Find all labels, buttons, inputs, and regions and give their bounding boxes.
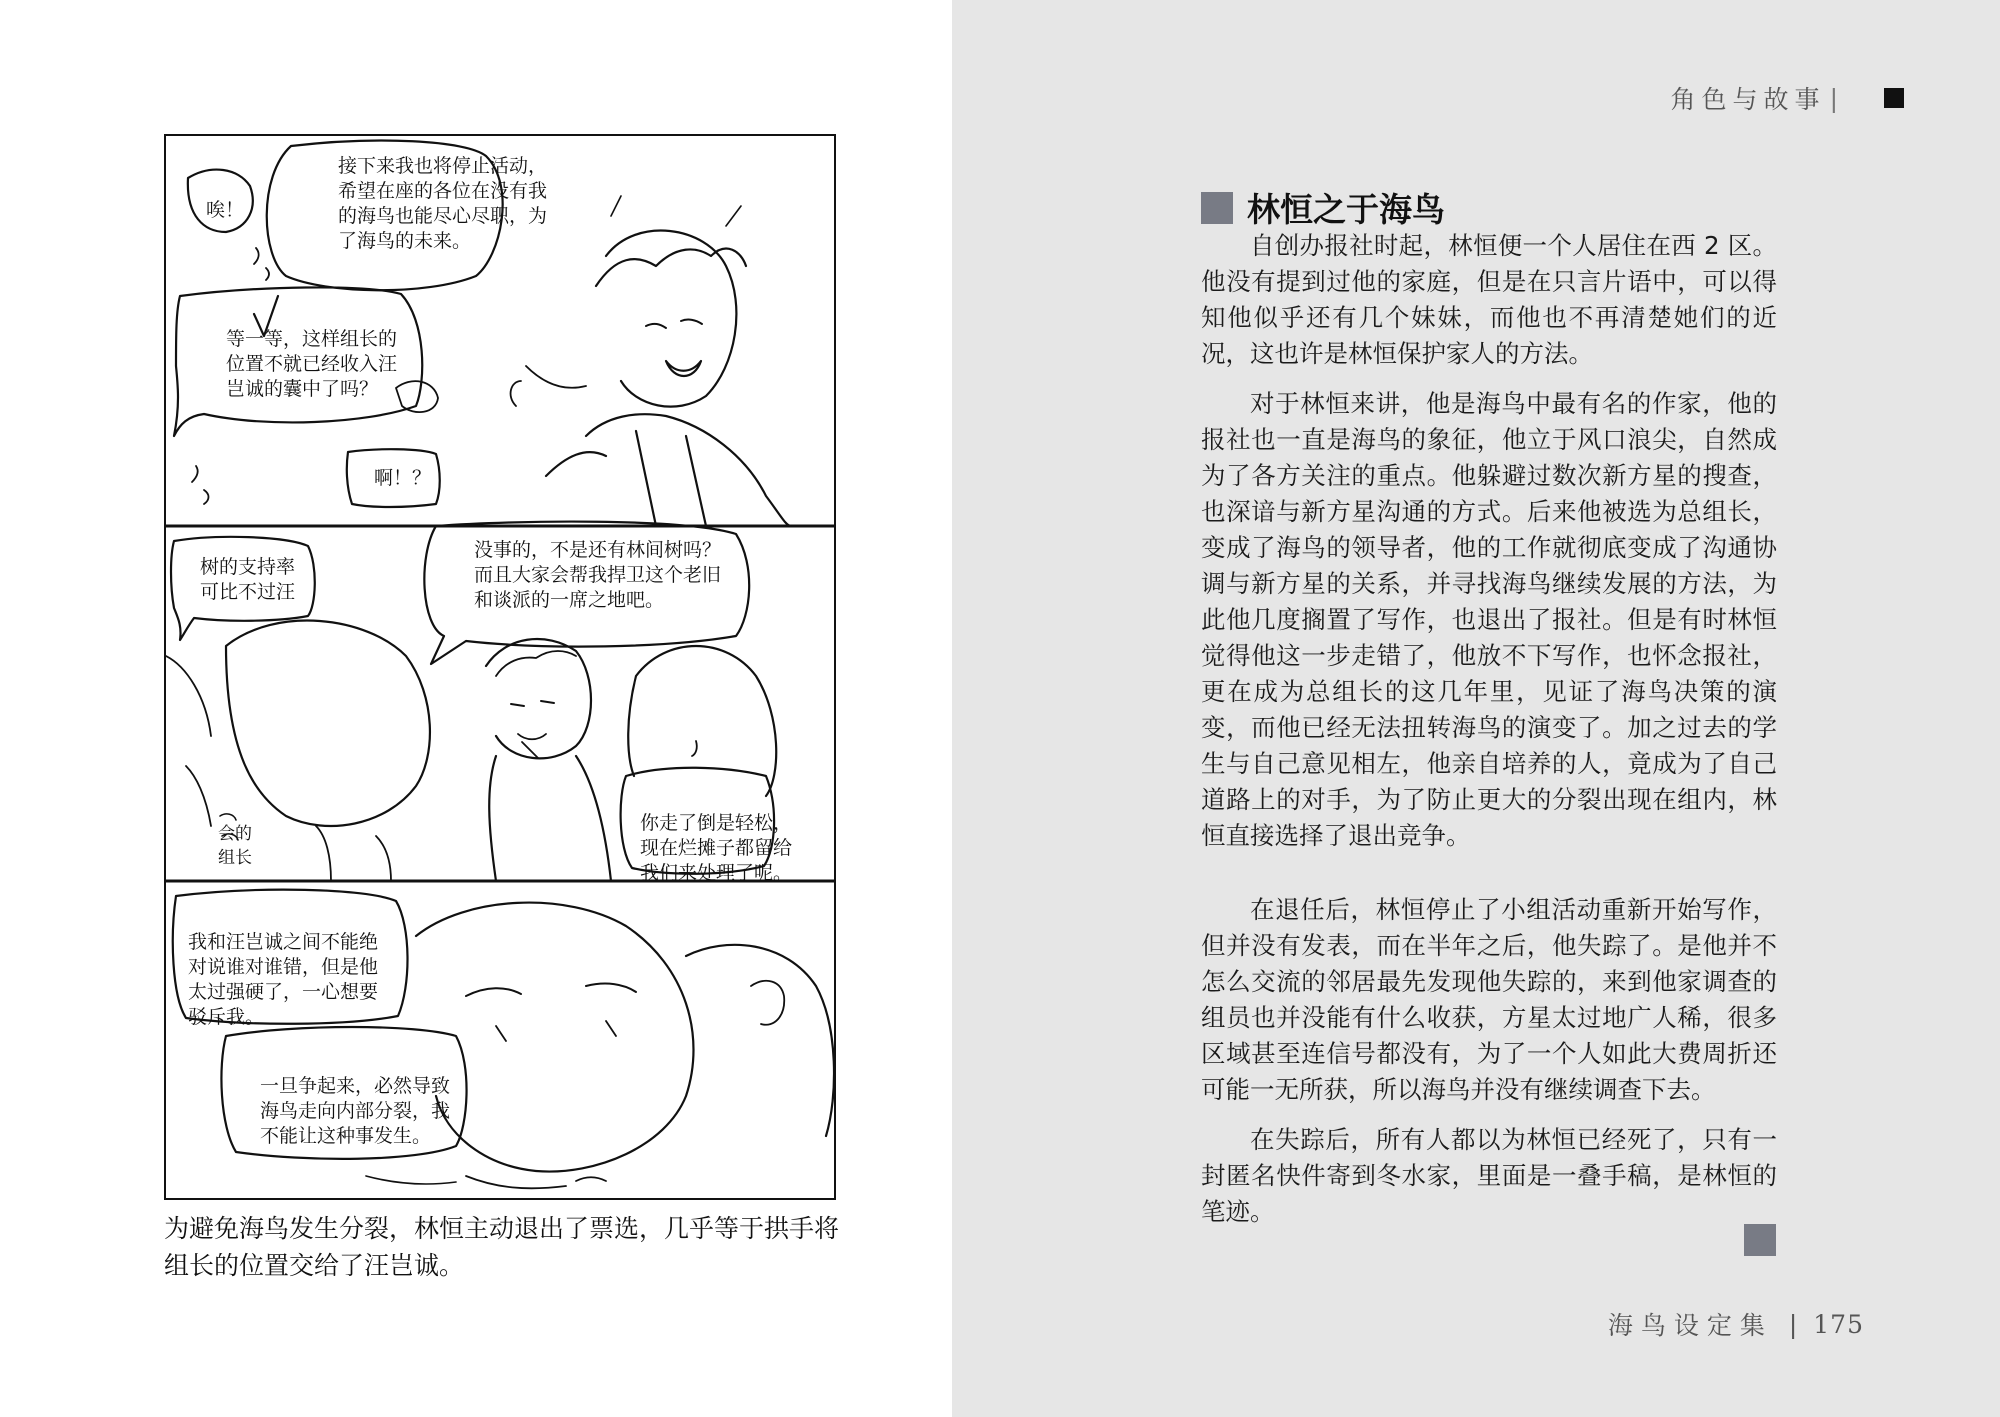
article-heading [1201,184,1445,231]
left-page [0,0,952,1417]
heading-square-icon [1201,192,1233,224]
footer-separator: | [1788,1309,1798,1339]
section-marker-icon [1884,88,1904,108]
speech-bubble-7: 你走了倒是轻松， 现在烂摊子都留给 我们来处理了呢。 [640,812,793,884]
paragraph-2: 对于林恒来讲，他是海鸟中最有名的作家，他的报社也一直是海鸟的象征，他立于风口浪尖，自然成为了各方关注的重点。他躲避过数次新方星的搜查，也深谙与新方星沟通的方式。后来他被选为总组长，变成了海鸟的领导者，他的工作就彻底变成了沟通协调与新方星的关系，并寻找海鸟继续发展的方法，为此他几度搁置了写作，也退出了报社。但是有时林恒觉得他这一步走错了，他放不下写作，也怀念报社，更在成为总组长的这几年里，见证了海鸟决策的演变，而他已经无法扭转海鸟的演变了。加之过去的学生与自己意见相左，他亲自培养的人，竟成为了自己道路上的对手，为了防止更大的分裂出现在组内，林恒直接选择了退出竞争。 [1201,389,1777,850]
speech-bubble-2: 唉！ [206,199,245,221]
speech-bubble-8: 我和汪岂诚之间不能绝 对说谁对谁错，但是他 太过强硬了，一心想要 驳斥我。 [188,931,379,1028]
paragraph-3: 在退任后，林恒停止了小组活动重新开始写作，但并没有发表，而在半年之后，他失踪了。是他并不怎么交流的邻居最先发现他失踪的，来到他家调查的组员也并没能有什么收获，方星太过地广人稀，很多区域甚至连信号都没有，为了一个人如此大费周折还可能一无所获，所以海鸟并没有继续调查下去。 [1201,895,1777,1104]
end-square-icon [1744,1224,1776,1256]
speech-bubble-1: 接下来我也将停止活动， 希望在座的各位在没有我 的海鸟也能尽心尽职，为 了海鸟的未来。 [338,155,548,252]
article-body-2 [1201,892,1777,1230]
book-title: 海鸟设定集 [1607,1311,1773,1340]
header-separator: | [1829,83,1844,113]
speech-bubble-6: 没事的，不是还有林间树吗？ 而且大家会帮我捍卫这个老旧 和谈派的一席之地吧。 [474,539,722,611]
section-name: 角色与故事 [1670,85,1826,114]
article-title: 林恒之于海鸟 [1247,190,1445,229]
comic-strip [164,134,836,1200]
page-footer [1608,1306,1864,1342]
page-number: 175 [1813,1309,1864,1339]
speech-bubble-4: 啊！？ [374,467,432,489]
handwritten-note: 会的 组长 [218,824,252,868]
section-header [1671,80,1904,116]
speech-bubble-9: 一旦争起来，必然导致 海鸟走向内部分裂，我 不能让这种事发生。 [260,1075,451,1147]
comic-caption: 为避免海鸟发生分裂，林恒主动退出了票选，几乎等于拱手将组长的位置交给了汪岂诚。 [164,1214,840,1280]
article-body-1 [1201,228,1777,854]
speech-bubble-3: 等一等，这样组长的 位置不就已经收入汪 岂诚的囊中了吗？ [226,328,398,400]
comic-artwork [166,136,836,1200]
paragraph-1: 自创办报社时起，林恒便一个人居住在西 2 区。他没有提到过他的家庭，但是在只言片语中，可以得知他似乎还有几个妹妹，而他也不再清楚她们的近况，这也许是林恒保护家人的方法。 [1201,231,1777,368]
paragraph-4: 在失踪后，所有人都以为林恒已经死了，只有一封匿名快件寄到冬水家，里面是一叠手稿，是林恒的笔迹。 [1201,1125,1777,1226]
speech-bubble-5: 树的支持率 可比不过汪 [200,556,296,603]
